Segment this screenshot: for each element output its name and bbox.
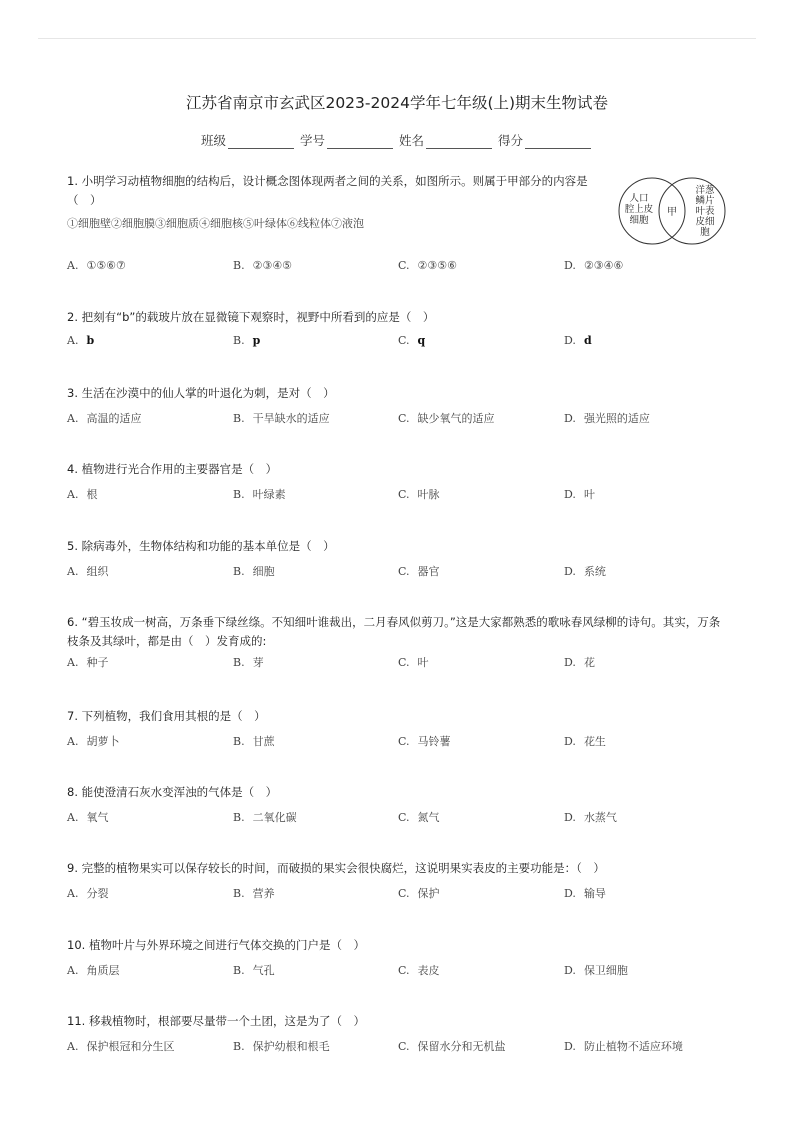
option-d[interactable]: D. 保卫细胞: [564, 964, 628, 977]
question-stem: 10. 植物叶片与外界环境之间进行气体交换的门户是（ ）: [67, 938, 365, 952]
option-b[interactable]: B. 芽: [233, 656, 264, 669]
score-label: 得分: [497, 133, 523, 148]
option-b[interactable]: B. 二氧化碳: [233, 811, 297, 824]
student-info-line: [0, 131, 794, 149]
option-c[interactable]: C. ②③⑤⑥: [398, 259, 457, 272]
question-7: [67, 707, 729, 749]
option-d[interactable]: D. 系统: [564, 565, 606, 578]
option-b[interactable]: B. 细胞: [233, 565, 275, 578]
option-c[interactable]: C. 缺少氧气的适应: [398, 412, 495, 425]
question-9: [67, 859, 729, 901]
question-substem: ①细胞壁②细胞膜③细胞质④细胞核⑤叶绿体⑥线粒体⑦液泡: [67, 217, 364, 230]
option-c[interactable]: C. 叶: [398, 656, 429, 669]
question-1-options: [67, 259, 729, 275]
id-blank[interactable]: [327, 134, 393, 149]
top-divider: [38, 38, 756, 39]
option-a[interactable]: A. 保护根冠和分生区: [67, 1040, 175, 1053]
option-c[interactable]: C. 表皮: [398, 964, 440, 977]
option-a[interactable]: A. 分裂: [67, 887, 109, 900]
name-blank[interactable]: [426, 134, 492, 149]
venn-right-label: 洋葱鳞片叶表皮细胞: [695, 185, 715, 238]
option-d[interactable]: D. 花: [564, 656, 595, 669]
question-stem: 6. “碧玉妆成一树高，万条垂下绿丝绦。不知细叶谁裁出，二月春风似剪刀。”这是大家都熟悉的歌咏春风绿柳的诗句。其实，万条枝条及其绿叶，都是由（ ）发育成的:: [67, 615, 721, 648]
option-d[interactable]: D. 叶: [564, 488, 595, 501]
question-11: [67, 1012, 729, 1054]
option-b[interactable]: B. 甘蔗: [233, 735, 275, 748]
option-d[interactable]: D. ②③④⑥: [564, 259, 624, 272]
venn-left-label: 人口腔上皮细胞: [624, 193, 654, 226]
question-stem: 3. 生活在沙漠中的仙人掌的叶退化为刺，是对（ ）: [67, 386, 335, 400]
option-a[interactable]: A. 高温的适应: [67, 412, 142, 425]
question-5: [67, 537, 729, 579]
class-label: 班级: [200, 133, 226, 148]
option-a[interactable]: A. b: [67, 334, 95, 347]
option-a[interactable]: A. 种子: [67, 656, 109, 669]
option-a[interactable]: A. 组织: [67, 565, 109, 578]
option-a[interactable]: A. 胡萝卜: [67, 735, 120, 748]
option-b[interactable]: B. 营养: [233, 887, 275, 900]
question-2: [67, 308, 729, 350]
option-b[interactable]: B. ②③④⑤: [233, 259, 293, 272]
question-stem: 9. 完整的植物果实可以保存较长的时间，而破损的果实会很快腐烂，这说明果实表皮的主要功能是：（ ）: [67, 861, 605, 875]
option-d[interactable]: D. 防止植物不适应环境: [564, 1040, 683, 1053]
option-b[interactable]: B. 干旱缺水的适应: [233, 412, 330, 425]
question-stem: 5. 除病毒外，生物体结构和功能的基本单位是（ ）: [67, 539, 335, 553]
id-label: 学号: [299, 133, 325, 148]
question-6: [67, 613, 729, 670]
option-a[interactable]: A. ①⑤⑥⑦: [67, 259, 126, 272]
question-3: [67, 384, 729, 426]
venn-diagram: [617, 176, 727, 246]
question-10: [67, 936, 729, 978]
option-b[interactable]: B. 保护幼根和根毛: [233, 1040, 330, 1053]
question-1: [67, 172, 607, 232]
option-c[interactable]: C. 保留水分和无机盐: [398, 1040, 506, 1053]
option-c[interactable]: C. 器官: [398, 565, 440, 578]
question-stem: 7. 下列植物，我们食用其根的是（ ）: [67, 709, 266, 723]
class-blank[interactable]: [228, 134, 294, 149]
question-stem: 4. 植物进行光合作用的主要器官是（ ）: [67, 462, 278, 476]
option-d[interactable]: D. 花生: [564, 735, 606, 748]
option-d[interactable]: D. 输导: [564, 887, 606, 900]
option-b[interactable]: B. 气孔: [233, 964, 275, 977]
option-a[interactable]: A. 角质层: [67, 964, 120, 977]
option-d[interactable]: D. d: [564, 334, 592, 347]
option-b[interactable]: B. 叶绿素: [233, 488, 286, 501]
question-stem: 2. 把刻有“b”的载玻片放在显微镜下观察时，视野中所看到的应是（ ）: [67, 310, 435, 324]
venn-middle-label: 甲: [667, 207, 677, 218]
question-stem: 1. 小明学习动植物细胞的结构后，设计概念图体现两者之间的关系，如图所示。则属于甲部分的内容是（ ）: [67, 174, 588, 207]
option-d[interactable]: D. 强光照的适应: [564, 412, 650, 425]
question-8: [67, 783, 729, 825]
question-stem: 8. 能使澄清石灰水变浑浊的气体是（ ）: [67, 785, 278, 799]
page-title: 江苏省南京市玄武区2023-2024学年七年级(上)期末生物试卷: [185, 94, 609, 112]
option-c[interactable]: C. 马铃薯: [398, 735, 451, 748]
option-a[interactable]: A. 根: [67, 488, 98, 501]
option-c[interactable]: C. 保护: [398, 887, 440, 900]
option-c[interactable]: C. 叶脉: [398, 488, 440, 501]
option-b[interactable]: B. p: [233, 334, 261, 347]
option-c[interactable]: C. 氮气: [398, 811, 440, 824]
option-a[interactable]: A. 氧气: [67, 811, 109, 824]
question-stem: 11. 移栽植物时，根部要尽量带一个土团，这是为了（ ）: [67, 1014, 365, 1028]
score-blank[interactable]: [525, 134, 591, 149]
option-c[interactable]: C. q: [398, 334, 426, 347]
question-4: [67, 460, 729, 502]
name-label: 姓名: [398, 133, 424, 148]
option-d[interactable]: D. 水蒸气: [564, 811, 617, 824]
